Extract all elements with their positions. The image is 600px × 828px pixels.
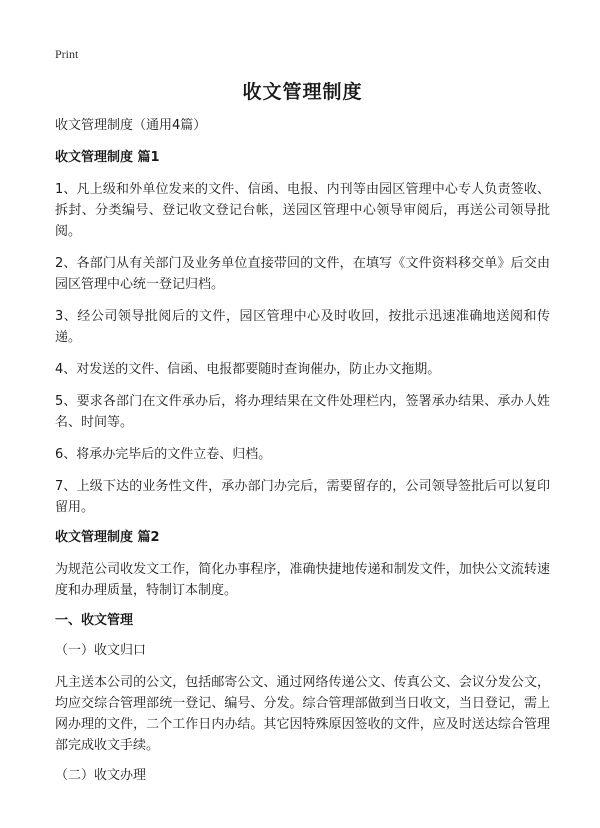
item-text-1: 凡主送本公司的公文，包括邮寄公文、通过网络传递公文、传真公文、会议分发公文，均应交综合管理部统一登记、编号、分发。综合管理部做到当日收文，当日登记，需上网办理的文件，二个工作日内办结。其它因特殊原因签收的文件，应及时送达综合管理部完成收文手续。 [55,675,550,753]
paragraph-1-7: 7、上级下达的业务性文件，承办部门办完后，需要留存的，公司领导签批后可以复印留用。 [55,479,550,515]
item-heading-1: （一）收文归口 [55,643,147,658]
document-subtitle: 收文管理制度（通用4篇） [55,118,207,133]
paragraph-1-3: 3、经公司领导批阅后的文件，园区管理中心及时收回，按批示迅速准确地送阅和传递。 [55,309,550,345]
document-title: 收文管理制度 [242,81,363,103]
item-heading-2: （二）收文办理 [55,768,147,783]
paragraph-1-6: 6、将承办完毕后的文件立卷、归档。 [55,447,272,462]
paragraph-1-5: 5、要求各部门在文件承办后，将办理结果在文件处理栏内，签署承办结果、承办人姓名、时间等。 [55,394,550,430]
section-heading-1: 收文管理制度 篇1 [55,150,160,165]
print-label[interactable]: Print [55,47,79,61]
section-heading-2: 收文管理制度 篇2 [55,530,160,545]
paragraph-1-4: 4、对发送的文件、信函、电报都要随时查询催办，防止办文拖期。 [55,362,441,377]
paragraph-1-1: 1、凡上级和外单位发来的文件、信函、电报、内刊等由园区管理中心专人负责签收、拆封、分类编号、登记收文登记台帐，送园区管理中心领导审阅后，再送公司领导批阅。 [55,182,550,239]
section-2-intro: 为规范公司收发文工作，简化办事程序，准确快捷地传递和制发文件，加快公文流转速度和办理质量，特制订本制度。 [55,562,550,598]
paragraph-1-2: 2、各部门从有关部门及业务单位直接带回的文件，在填写《文件资料移交单》后交由园区管理中心统一登记归档。 [55,256,550,292]
part-heading-receive: 一、收文管理 [55,613,134,628]
